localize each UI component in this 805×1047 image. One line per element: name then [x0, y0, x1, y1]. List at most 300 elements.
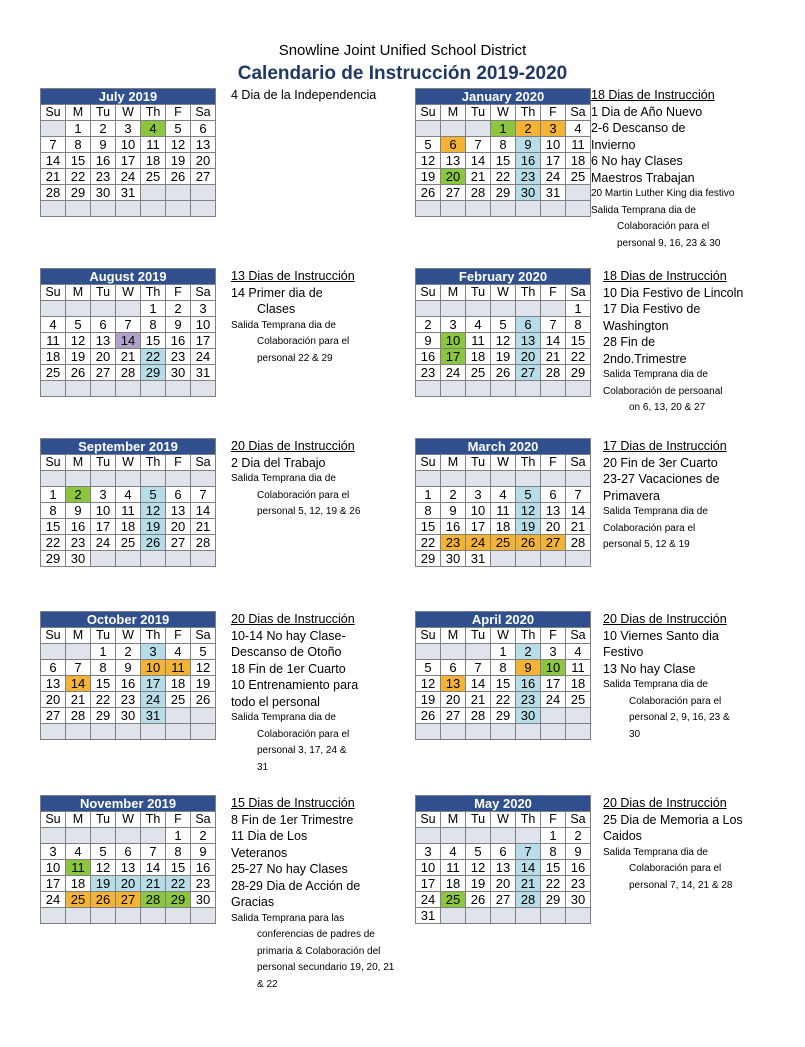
note-line: 20 Dias de Instrucción [603, 796, 727, 810]
note-line: Salida Temprana dia de [603, 846, 708, 858]
day-cell: 6 [516, 317, 541, 333]
calendar-month [40, 438, 216, 567]
day-cell: 2 [516, 644, 541, 660]
weekday-label: W [116, 455, 141, 471]
weekday-label: Th [516, 628, 541, 644]
empty-cell [41, 644, 66, 660]
note-line: personal 5, 12 & 19 [603, 539, 690, 550]
day-cell: 25 [166, 692, 191, 708]
day-cell: 5 [166, 121, 191, 137]
day-cell: 9 [166, 317, 191, 333]
note-line: Colaboración para el [629, 863, 722, 874]
week-row [41, 644, 216, 660]
note-line: Maestros Trabajan [591, 170, 695, 185]
day-cell: 25 [116, 535, 141, 551]
month-notes [603, 795, 793, 894]
day-cell: 25 [66, 892, 91, 908]
week-row [41, 201, 216, 217]
week-row [41, 660, 216, 676]
day-cell: 23 [166, 349, 191, 365]
day-cell: 20 [116, 876, 141, 892]
weekday-label: M [441, 285, 466, 301]
weekday-label: Su [41, 105, 66, 121]
empty-cell [491, 471, 516, 487]
week-row [41, 535, 216, 551]
day-cell: 26 [91, 892, 116, 908]
day-cell: 16 [116, 676, 141, 692]
day-cell: 23 [91, 169, 116, 185]
note-line: Festivo [603, 645, 644, 659]
weekday-label: F [166, 628, 191, 644]
empty-cell [541, 708, 566, 724]
day-cell: 20 [41, 692, 66, 708]
day-cell: 1 [66, 121, 91, 137]
day-cell: 7 [191, 487, 216, 503]
day-cell: 2 [166, 301, 191, 317]
day-cell: 5 [191, 644, 216, 660]
day-cell: 13 [541, 503, 566, 519]
day-cell: 26 [491, 365, 516, 381]
empty-cell [541, 908, 566, 924]
day-cell: 12 [66, 333, 91, 349]
day-cell: 28 [41, 185, 66, 201]
week-row [416, 844, 591, 860]
weekday-label: Tu [466, 628, 491, 644]
empty-cell [41, 908, 66, 924]
note-line: Salida Temprana para las [231, 912, 345, 924]
empty-cell [166, 201, 191, 217]
day-cell: 5 [516, 487, 541, 503]
day-cell: 6 [91, 317, 116, 333]
day-cell: 31 [141, 708, 166, 724]
empty-cell [441, 201, 466, 217]
day-cell: 2 [566, 828, 591, 844]
day-cell: 30 [441, 551, 466, 567]
empty-cell [166, 551, 191, 567]
day-cell: 19 [416, 692, 441, 708]
day-cell: 21 [66, 692, 91, 708]
day-cell: 21 [466, 692, 491, 708]
week-row [41, 844, 216, 860]
day-cell: 29 [416, 551, 441, 567]
note-line: 23-27 Vacaciones de [603, 472, 720, 486]
note-line: personal 5, 12, 19 & 26 [257, 506, 361, 517]
empty-cell [41, 828, 66, 844]
empty-cell [41, 381, 66, 397]
weekday-label: Sa [191, 455, 216, 471]
day-cell: 6 [41, 660, 66, 676]
weekday-label: Su [41, 455, 66, 471]
day-cell: 2 [441, 487, 466, 503]
month-title: October 2019 [41, 612, 216, 628]
day-cell: 11 [491, 503, 516, 519]
day-cell: 12 [491, 333, 516, 349]
day-cell: 18 [116, 519, 141, 535]
day-cell: 8 [491, 137, 516, 153]
day-cell: 24 [191, 349, 216, 365]
empty-cell [166, 185, 191, 201]
day-cell: 14 [466, 153, 491, 169]
note-line: Salida Temprana dia de [231, 473, 336, 484]
day-cell: 13 [516, 333, 541, 349]
day-cell: 10 [541, 660, 566, 676]
empty-cell [191, 201, 216, 217]
week-row [41, 487, 216, 503]
empty-cell [166, 708, 191, 724]
day-cell: 13 [441, 676, 466, 692]
weekday-label: M [66, 285, 91, 301]
week-row [41, 121, 216, 137]
month-title: April 2020 [416, 612, 591, 628]
day-cell: 27 [491, 892, 516, 908]
note-line: personal 9, 16, 23 & 30 [617, 237, 721, 249]
day-cell: 17 [541, 153, 566, 169]
note-line: personal 2, 9, 16, 23 & [629, 712, 730, 723]
empty-cell [416, 644, 441, 660]
day-cell: 13 [491, 860, 516, 876]
day-cell: 20 [491, 876, 516, 892]
day-cell: 25 [41, 365, 66, 381]
day-cell: 17 [41, 876, 66, 892]
note-line: Salida Temprana dia de [603, 506, 708, 517]
weekday-label: Tu [466, 285, 491, 301]
day-cell: 1 [91, 644, 116, 660]
day-cell: 27 [166, 535, 191, 551]
day-cell: 11 [441, 860, 466, 876]
day-cell: 4 [566, 644, 591, 660]
day-cell: 4 [441, 844, 466, 860]
note-line: personal secundario 19, 20, 21 [257, 962, 395, 973]
note-line: on 6, 13, 20 & 27 [629, 402, 706, 413]
empty-cell [116, 724, 141, 740]
day-cell: 24 [441, 365, 466, 381]
day-cell: 20 [516, 349, 541, 365]
empty-cell [566, 551, 591, 567]
empty-cell [416, 121, 441, 137]
day-cell: 6 [491, 844, 516, 860]
day-cell: 5 [91, 844, 116, 860]
day-cell: 3 [441, 317, 466, 333]
day-cell: 22 [166, 876, 191, 892]
empty-cell [566, 708, 591, 724]
week-row [416, 169, 591, 185]
weekday-label: M [66, 455, 91, 471]
day-cell: 19 [466, 876, 491, 892]
empty-cell [466, 471, 491, 487]
day-cell: 1 [541, 828, 566, 844]
empty-cell [491, 551, 516, 567]
empty-cell [441, 828, 466, 844]
empty-cell [191, 708, 216, 724]
day-cell: 24 [141, 692, 166, 708]
day-cell: 9 [416, 333, 441, 349]
week-row [41, 676, 216, 692]
weekday-label: Th [516, 105, 541, 121]
empty-cell [491, 201, 516, 217]
month-title: July 2019 [41, 89, 216, 105]
day-cell: 27 [516, 365, 541, 381]
calendar-month [415, 795, 591, 924]
day-cell: 5 [416, 660, 441, 676]
day-cell: 18 [466, 349, 491, 365]
day-cell: 17 [191, 333, 216, 349]
day-cell: 18 [141, 153, 166, 169]
day-cell: 20 [191, 153, 216, 169]
day-cell: 4 [491, 487, 516, 503]
empty-cell [541, 381, 566, 397]
empty-cell [116, 381, 141, 397]
note-line: personal 7, 14, 21 & 28 [629, 879, 733, 891]
empty-cell [91, 828, 116, 844]
day-cell: 25 [141, 169, 166, 185]
day-cell: 5 [466, 844, 491, 860]
day-cell: 22 [491, 692, 516, 708]
day-cell: 9 [66, 503, 91, 519]
empty-cell [466, 724, 491, 740]
day-cell: 13 [166, 503, 191, 519]
empty-cell [416, 301, 441, 317]
day-cell: 8 [541, 844, 566, 860]
note-line: Colaboración para el [257, 489, 350, 501]
weekday-label: Sa [191, 105, 216, 121]
day-cell: 14 [516, 860, 541, 876]
day-cell: 22 [541, 876, 566, 892]
day-cell: 26 [416, 185, 441, 201]
day-cell: 26 [191, 692, 216, 708]
empty-cell [566, 381, 591, 397]
empty-cell [466, 121, 491, 137]
day-cell: 16 [66, 519, 91, 535]
day-cell: 17 [141, 676, 166, 692]
note-line: 6 No hay Clases [591, 154, 683, 168]
day-cell: 27 [541, 535, 566, 551]
empty-cell [541, 301, 566, 317]
week-row [41, 153, 216, 169]
weekday-label: Th [516, 812, 541, 828]
empty-cell [516, 908, 541, 924]
month-notes [231, 87, 406, 104]
week-row [416, 301, 591, 317]
day-cell: 21 [116, 349, 141, 365]
day-cell: 27 [91, 365, 116, 381]
day-cell: 15 [41, 519, 66, 535]
day-cell: 13 [441, 153, 466, 169]
day-cell: 3 [91, 487, 116, 503]
week-row [416, 660, 591, 676]
day-cell: 22 [566, 349, 591, 365]
weekday-label: Th [141, 455, 166, 471]
day-cell: 21 [466, 169, 491, 185]
weekday-label: Sa [566, 628, 591, 644]
day-cell: 14 [116, 333, 141, 349]
day-cell: 3 [116, 121, 141, 137]
empty-cell [116, 828, 141, 844]
weekday-label: Sa [191, 628, 216, 644]
month-notes [231, 611, 406, 776]
empty-cell [191, 551, 216, 567]
day-cell: 30 [191, 892, 216, 908]
day-cell: 12 [416, 676, 441, 692]
day-cell: 14 [41, 153, 66, 169]
day-cell: 9 [116, 660, 141, 676]
day-cell: 18 [491, 519, 516, 535]
weekday-label: W [116, 628, 141, 644]
empty-cell [141, 201, 166, 217]
day-cell: 20 [166, 519, 191, 535]
weekday-label: M [66, 628, 91, 644]
day-cell: 16 [166, 333, 191, 349]
day-cell: 6 [191, 121, 216, 137]
day-cell: 8 [166, 844, 191, 860]
month-notes [591, 87, 781, 252]
calendar-month [40, 88, 216, 217]
weekday-label: Su [416, 105, 441, 121]
month-title: March 2020 [416, 439, 591, 455]
week-row [416, 185, 591, 201]
note-line: Veteranos [231, 845, 288, 860]
week-row [416, 519, 591, 535]
day-cell: 13 [191, 137, 216, 153]
day-cell: 1 [41, 487, 66, 503]
note-line: & 22 [257, 978, 278, 990]
weekday-label: W [116, 812, 141, 828]
weekday-label: W [116, 285, 141, 301]
empty-cell [441, 381, 466, 397]
note-line: 17 Dias de Instrucción [603, 439, 727, 453]
day-cell: 12 [416, 153, 441, 169]
month-notes [603, 438, 793, 554]
note-line: 30 [629, 728, 641, 740]
day-cell: 10 [141, 660, 166, 676]
day-cell: 26 [516, 535, 541, 551]
empty-cell [141, 471, 166, 487]
note-line: 20 Dias de Instrucción [603, 612, 727, 626]
day-cell: 15 [491, 153, 516, 169]
day-cell: 3 [541, 644, 566, 660]
day-cell: 17 [466, 519, 491, 535]
empty-cell [141, 551, 166, 567]
empty-cell [41, 201, 66, 217]
weekday-label: Sa [566, 455, 591, 471]
weekday-label: Sa [191, 812, 216, 828]
weekday-label: Su [41, 285, 66, 301]
weekday-label: Tu [91, 455, 116, 471]
note-line: Salida Temprana dia de [231, 319, 336, 331]
empty-cell [66, 301, 91, 317]
empty-cell [466, 381, 491, 397]
month-notes [603, 268, 793, 417]
note-line: 20 Martin Luther King dia festivo [591, 188, 735, 199]
empty-cell [416, 381, 441, 397]
day-cell: 8 [66, 137, 91, 153]
empty-cell [416, 828, 441, 844]
day-cell: 24 [541, 169, 566, 185]
week-row [416, 876, 591, 892]
note-line: 18 Dias de Instrucción [591, 88, 715, 102]
note-line: conferencias de padres de [257, 929, 375, 940]
empty-cell [491, 908, 516, 924]
weekday-label: Su [416, 285, 441, 301]
note-line: 28-29 Dia de Acción de [231, 878, 361, 893]
day-cell: 12 [466, 860, 491, 876]
note-line: 10 Entrenamiento para [231, 678, 359, 692]
empty-cell [41, 724, 66, 740]
weekday-label: F [541, 628, 566, 644]
empty-cell [116, 908, 141, 924]
note-line: Colaboración para el [603, 522, 696, 534]
day-cell: 15 [166, 860, 191, 876]
day-cell: 22 [416, 535, 441, 551]
day-cell: 22 [41, 535, 66, 551]
day-cell: 31 [541, 185, 566, 201]
day-cell: 4 [66, 844, 91, 860]
month-title: May 2020 [416, 796, 591, 812]
day-cell: 5 [491, 317, 516, 333]
empty-cell [491, 828, 516, 844]
day-cell: 9 [91, 137, 116, 153]
week-row [41, 551, 216, 567]
empty-cell [141, 908, 166, 924]
day-cell: 30 [566, 892, 591, 908]
week-row [416, 644, 591, 660]
week-row [416, 551, 591, 567]
week-row [416, 708, 591, 724]
month-title: February 2020 [416, 269, 591, 285]
week-row [416, 908, 591, 924]
day-cell: 24 [541, 692, 566, 708]
month-title: September 2019 [41, 439, 216, 455]
note-line: 2 Dia del Trabajo [231, 455, 326, 470]
note-line: 28 Fin de [603, 335, 656, 349]
empty-cell [516, 551, 541, 567]
weekday-label: Sa [566, 105, 591, 121]
day-cell: 3 [466, 487, 491, 503]
day-cell: 16 [441, 519, 466, 535]
empty-cell [416, 201, 441, 217]
weekday-label: M [441, 455, 466, 471]
note-line: 13 Dias de Instrucción [231, 269, 355, 283]
day-cell: 29 [491, 708, 516, 724]
week-row [416, 381, 591, 397]
week-row [416, 201, 591, 217]
calendar-month [40, 795, 216, 924]
day-cell: 12 [141, 503, 166, 519]
day-cell: 1 [491, 121, 516, 137]
weekday-label: Su [41, 628, 66, 644]
day-cell: 3 [541, 121, 566, 137]
week-row [41, 317, 216, 333]
week-row [41, 892, 216, 908]
empty-cell [541, 551, 566, 567]
empty-cell [566, 201, 591, 217]
week-row [416, 365, 591, 381]
day-cell: 30 [166, 365, 191, 381]
weekday-label: Tu [91, 628, 116, 644]
empty-cell [491, 301, 516, 317]
day-cell: 8 [91, 660, 116, 676]
note-line: 8 Fin de 1er Trimestre [231, 812, 354, 827]
day-cell: 7 [116, 317, 141, 333]
weekday-label: M [66, 812, 91, 828]
week-row [41, 519, 216, 535]
day-cell: 8 [41, 503, 66, 519]
day-cell: 1 [491, 644, 516, 660]
day-cell: 16 [191, 860, 216, 876]
day-cell: 27 [41, 708, 66, 724]
empty-cell [466, 644, 491, 660]
week-row [416, 892, 591, 908]
week-row [416, 317, 591, 333]
